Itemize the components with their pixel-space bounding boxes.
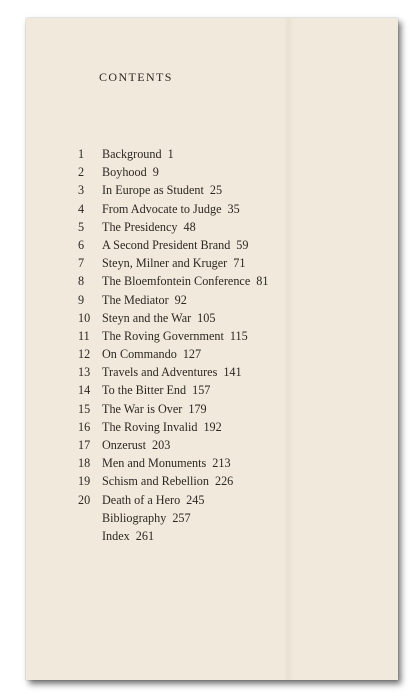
toc-entry bbox=[78, 181, 268, 199]
chapter-title: Boyhood bbox=[102, 165, 147, 180]
chapter-title: To the Bitter End bbox=[102, 383, 187, 398]
page-number: 81 bbox=[256, 274, 269, 289]
chapter-number: 15 bbox=[78, 401, 91, 416]
chapter-number: 9 bbox=[78, 292, 85, 307]
toc-entry bbox=[78, 218, 268, 236]
toc-entry bbox=[78, 381, 268, 399]
toc-entry bbox=[78, 472, 268, 490]
page-number: 48 bbox=[183, 219, 196, 234]
chapter-title: Travels and Adventures bbox=[102, 365, 218, 380]
page-number: 203 bbox=[152, 438, 171, 452]
chapter-title: The Bloemfontein Conference bbox=[102, 274, 251, 289]
contents-list bbox=[78, 145, 268, 545]
chapter-title: The War is Over bbox=[102, 401, 183, 416]
chapter-title: The Roving Invalid bbox=[102, 419, 198, 434]
toc-entry bbox=[78, 145, 268, 163]
chapter-number: 5 bbox=[78, 219, 85, 234]
page-number: 226 bbox=[214, 474, 234, 489]
page-number: 105 bbox=[197, 310, 216, 325]
chapter-number: 10 bbox=[78, 310, 91, 325]
chapter-title: The Mediator bbox=[102, 292, 169, 307]
chapter-title: Schism and Rebellion bbox=[102, 474, 209, 489]
toc-entry bbox=[78, 309, 268, 327]
toc-entry bbox=[78, 236, 268, 254]
chapter-number: 19 bbox=[78, 474, 91, 489]
toc-entry bbox=[78, 436, 268, 454]
toc-entry bbox=[78, 163, 268, 181]
chapter-number: 2 bbox=[78, 165, 85, 180]
page-number: 257 bbox=[172, 510, 191, 525]
toc-entry bbox=[78, 272, 268, 290]
chapter-title: On Commando bbox=[102, 347, 177, 362]
chapter-number: 18 bbox=[78, 456, 91, 471]
chapter-title: A Second President Brand bbox=[102, 237, 231, 252]
chapter-number: 16 bbox=[78, 419, 91, 434]
chapter-number: 4 bbox=[78, 201, 85, 216]
chapter-title: Death of a Hero bbox=[102, 492, 181, 507]
chapter-title: Index bbox=[102, 528, 130, 543]
chapter-number: 6 bbox=[78, 237, 85, 252]
page-number: 59 bbox=[236, 237, 249, 252]
chapter-number: 14 bbox=[78, 383, 91, 398]
chapter-title: Background bbox=[102, 147, 162, 161]
toc-entry bbox=[78, 291, 268, 309]
chapter-title: The Presidency bbox=[102, 219, 178, 234]
chapter-number: 7 bbox=[78, 256, 85, 271]
toc-entry bbox=[78, 254, 268, 272]
chapter-number: 11 bbox=[78, 328, 90, 343]
page-number: 92 bbox=[174, 292, 187, 307]
contents-heading: CONTENTS bbox=[99, 70, 173, 84]
page-number: 157 bbox=[192, 383, 211, 398]
chapter-number: 17 bbox=[78, 438, 91, 452]
chapter-number: 13 bbox=[78, 365, 91, 380]
toc-entry bbox=[78, 363, 268, 381]
page-number: 115 bbox=[229, 328, 248, 343]
toc-entry bbox=[78, 327, 268, 345]
page-number: 9 bbox=[152, 165, 159, 180]
page-number: 1 bbox=[167, 147, 174, 161]
page-number: 141 bbox=[223, 365, 242, 380]
page-number: 35 bbox=[227, 201, 240, 216]
chapter-number: 12 bbox=[78, 347, 91, 362]
chapter-title: From Advocate to Judge bbox=[102, 201, 222, 216]
chapter-title: In Europe as Student bbox=[102, 183, 204, 198]
page-number: 261 bbox=[135, 528, 155, 543]
chapter-title: The Roving Government bbox=[102, 328, 224, 343]
toc-entry bbox=[78, 418, 268, 436]
toc-entry bbox=[78, 491, 268, 509]
page-number: 179 bbox=[188, 401, 207, 416]
page-number: 71 bbox=[233, 256, 246, 271]
book-page bbox=[26, 18, 398, 680]
chapter-number: 1 bbox=[78, 147, 85, 161]
toc-entry bbox=[78, 345, 268, 363]
chapter-number: 8 bbox=[78, 274, 85, 289]
toc-entry bbox=[78, 509, 268, 527]
chapter-title: Steyn and the War bbox=[102, 310, 192, 325]
page-number: 25 bbox=[209, 183, 223, 198]
chapter-title: Bibliography bbox=[102, 510, 167, 525]
page-number: 245 bbox=[186, 492, 205, 507]
chapter-title: Men and Monuments bbox=[102, 456, 207, 471]
toc-entry bbox=[78, 400, 268, 418]
page-number: 192 bbox=[203, 419, 222, 434]
toc-entry bbox=[78, 454, 268, 472]
chapter-number: 3 bbox=[78, 183, 85, 198]
page-number: 213 bbox=[212, 456, 231, 471]
chapter-number: 20 bbox=[78, 492, 91, 507]
chapter-title: Onzerust bbox=[102, 438, 146, 452]
chapter-title: Steyn, Milner and Kruger bbox=[102, 256, 228, 271]
toc-entry bbox=[78, 527, 268, 545]
toc-entry bbox=[78, 200, 268, 218]
page-number: 127 bbox=[182, 347, 202, 362]
